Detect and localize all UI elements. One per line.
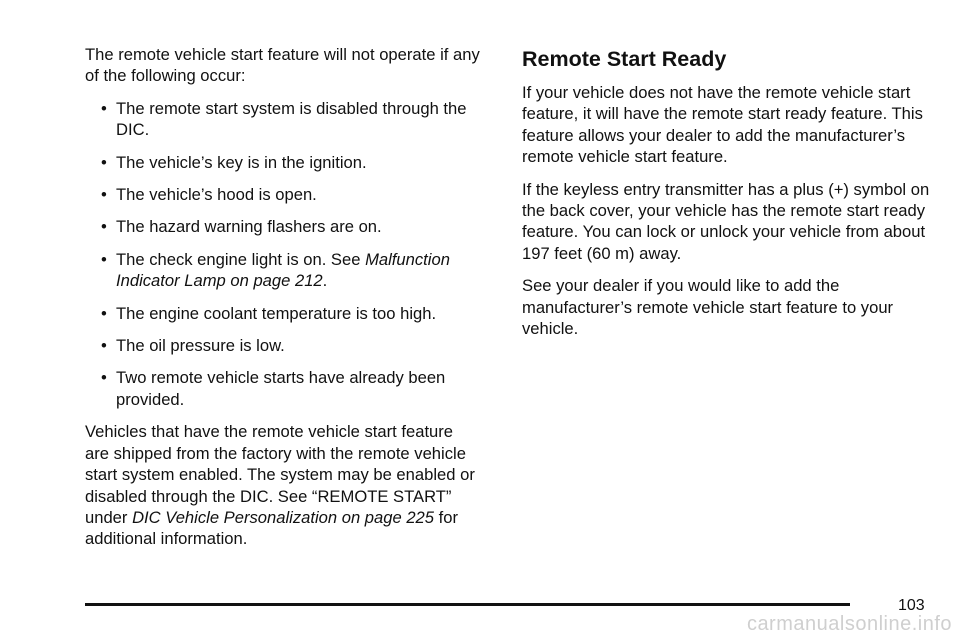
right-column (522, 46, 932, 350)
list-item: • The remote start system is disabled through the DIC. (85, 98, 480, 141)
list-item: • The engine coolant temperature is too high. (85, 303, 480, 324)
intro-paragraph: The remote vehicle start feature will not operate if any of the following occur: (85, 45, 480, 86)
list-item: • The hazard warning flashers are on. (85, 216, 480, 237)
factory-enabled-paragraph: Vehicles that have the remote vehicle start feature are shipped from the factory with the remote vehicle start system enabled. The system may be enabled or disabled through the DIC. See “REMOTE START” under DIC Vehicle Personalization on page 225 for additional information. (85, 422, 475, 549)
list-item: • Two remote vehicle starts have already been provided. (85, 367, 480, 410)
cross-reference-link: Malfunction Indicator Lamp on page 212 (116, 249, 450, 291)
list-item: • The oil pressure is low. (85, 335, 480, 356)
list-item: • The vehicle’s hood is open. (85, 184, 480, 205)
conditions-list (85, 98, 480, 410)
section-heading: Remote Start Ready (522, 47, 727, 71)
list-item: • The check engine light is on. See Malfunction Indicator Lamp on page 212. (85, 249, 480, 292)
cross-reference-link: DIC Vehicle Personalization on page 225 (132, 507, 435, 527)
watermark: carmanualsonline.info (746, 613, 952, 635)
page-number: 103 (898, 597, 925, 614)
body-paragraph: If the keyless entry transmitter has a plus (+) symbol on the back cover, your vehicle has the remote start ready feature. You can lock or unlock your vehicle from about 197 feet (60 m) away. (522, 179, 930, 263)
list-item: • The vehicle’s key is in the ignition. (85, 152, 480, 173)
body-paragraph: If your vehicle does not have the remote vehicle start feature, it will have the remote start ready feature. This feature allows your dealer to add the manufacturer’s remote vehicle start feature. (522, 83, 923, 167)
left-column (85, 44, 480, 561)
footer-rule (85, 603, 850, 606)
body-paragraph: See your dealer if you would like to add the manufacturer’s remote vehicle start feature to your vehicle. (522, 276, 894, 339)
